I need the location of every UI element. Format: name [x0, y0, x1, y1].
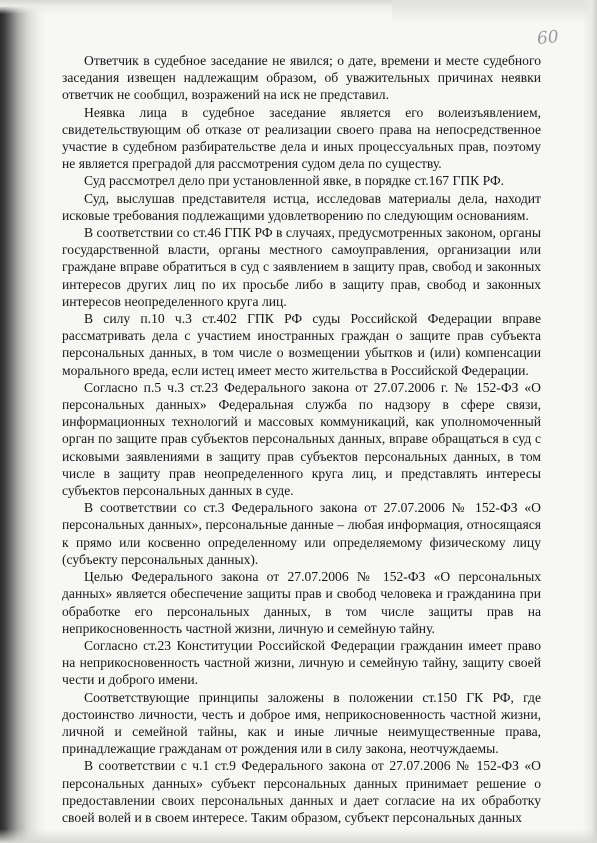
paragraph: Ответчик в судебное заседание не явился; о дате, времени и месте судебного заседания извещен надлежащим образом, об уважительных причинах неявки ответчик не сообщил, возражений на иск не представил.: [62, 53, 541, 103]
paragraph: В соответствии со ст.46 ГПК РФ в случаях, предусмотренных законом, органы государственной власти, органы местного самоуправления, организации или граждане вправе обратиться в суд с заявлением в защиту прав, свобод и законных интересов других лиц по их просьбе либо в защиту прав, свобод и законных интересов неопределенного круга лиц.: [62, 225, 541, 309]
paragraph: Согласно ст.23 Конституции Российской Федерации гражданин имеет право на неприкосновенность частной жизни, личную и семейную тайну, защиту своей чести и доброго имени.: [62, 637, 541, 688]
paragraph: В соответствии с ч.1 ст.9 Федерального закона от 27.07.2006 № 152-ФЗ «О персональных данных» субъект персональных данных принимает решение о предоставлении своих персональных данных и дает согласие на их обработку своей волей и в своем интересе. Таким образом, субъект персональных данных: [62, 758, 541, 825]
paragraph: В силу п.10 ч.3 ст.402 ГПК РФ суды Российской Федерации вправе рассматривать дела с участием иностранных граждан о защите прав субъекта персональных данных, в том числе о возмещении убытков и (или) компенсации морального вреда, если истец имеет место жительства в Российской Федерации.: [62, 311, 541, 378]
scan-bottom-edge: [0, 829, 597, 843]
paragraph: Суд, выслушав представителя истца, исследовав материалы дела, находит исковые требования подлежащими удовлетворению по следующим основаниям.: [62, 190, 541, 223]
scan-top-right-edge: [392, 0, 597, 24]
paragraph: В соответствии со ст.3 Федерального закона от 27.07.2006 № 152-ФЗ «О персональных данных», персональные данные – любая информация, относящаяся к прямо или косвенно определенному или определяемому физическому лицу (субъекту персональных данных).: [62, 500, 541, 567]
paragraph: Суд рассмотрел дело при установленной явке, в порядке ст.167 ГПК РФ.: [84, 173, 505, 189]
scan-right-edge: [583, 0, 597, 843]
paragraph: Неявка лица в судебное заседание является его волеизъявлением, свидетельствующим об отказе от реализации своего права на непосредственное участие в судебном разбирательстве дела и иных процессуальных прав, поэтому не является преградой для рассмотрения судом дела по существу.: [62, 104, 541, 172]
paragraph: Соответствующие принципы заложены в положении ст.150 ГК РФ, где достоинство личности, честь и доброе имя, неприкосновенность частной жизни, личной и семейной тайны, как и иные личные неимущественные права, принадлежащие гражданам от рождения или в силу закона, неотчуждаемы.: [62, 689, 541, 757]
scan-binding-shadow: [0, 0, 46, 843]
paragraph: Согласно п.5 ч.3 ст.23 Федерального закона от 27.07.2006 г. № 152-ФЗ «О персональных данных» Федеральная служба по надзору в сфере связи, информационных технологий и массовых коммуникаций, как уполномоченный орган по защите прав субъектов персональных данных, вправе обращаться в суд с исковыми заявлениями в защиту прав субъектов персональных данных, в том числе в защиту прав неопределенного круга лиц, и представлять интересы субъектов персональных данных в суде.: [62, 379, 541, 499]
paragraph: Целью Федерального закона от 27.07.2006 № 152-ФЗ «О персональных данных» является обеспечение защиты прав и свобод человека и гражданина при обработке его персональных данных, в том числе защиты прав на неприкосновенность частной жизни, личную и семейную тайну.: [62, 569, 541, 636]
handwritten-page-number: 60: [536, 26, 560, 50]
document-body: [62, 52, 541, 826]
